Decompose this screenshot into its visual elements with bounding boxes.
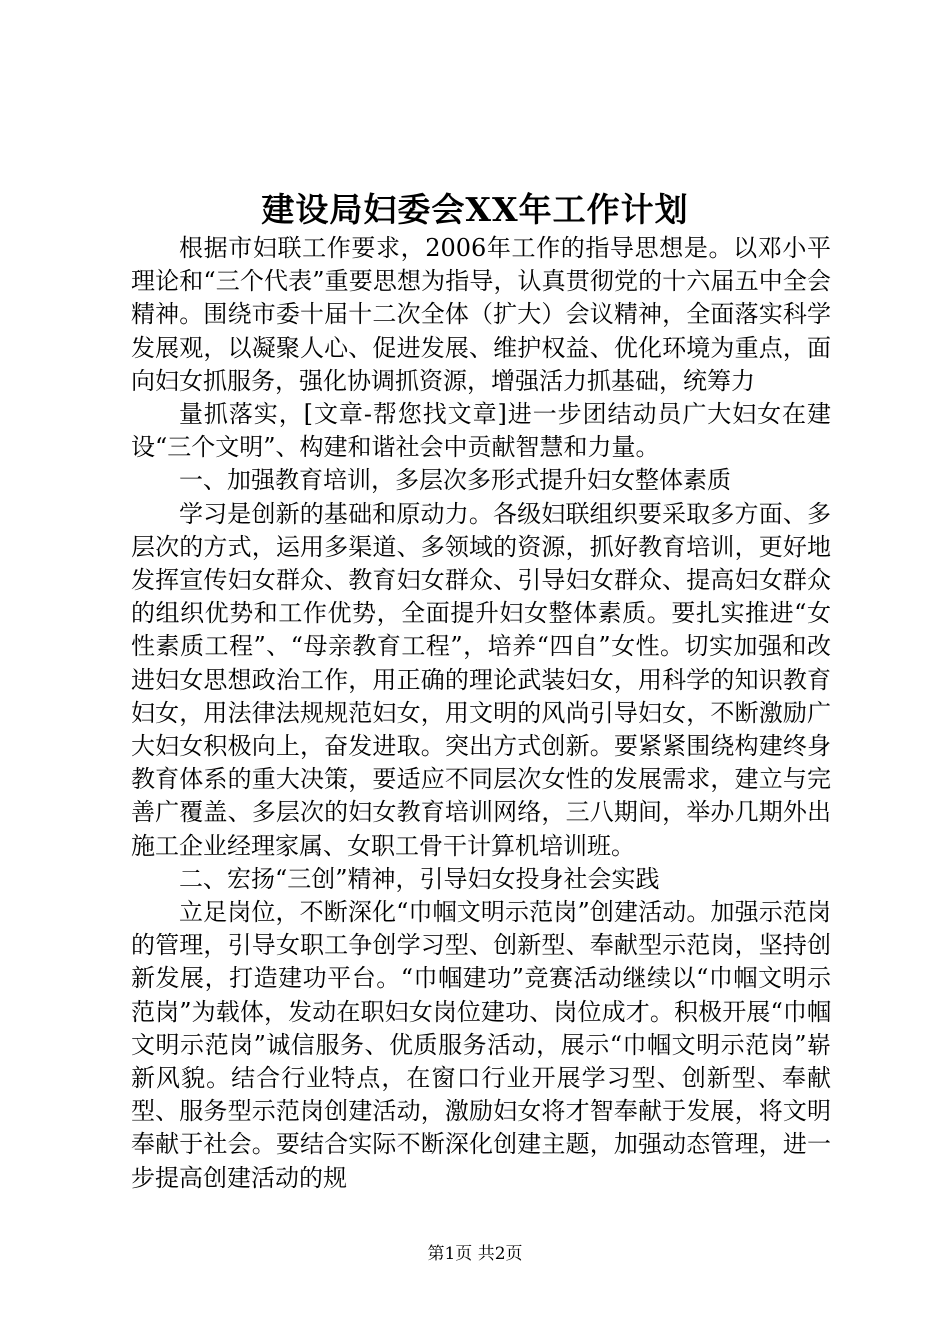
paragraph-section-1: 学习是创新的基础和原动力。各级妇联组织要采取多方面、多层次的方式，运用多渠道、多领域的资源，抓好教育培训，更好地发挥宣传妇女群众、教育妇女群众、引导妇女群众、提高妇女群众的组织优势和工作优势，全面提升妇女整体素质。要扎实推进“女性素质工程”、“母亲教育工程”，培养“四自”女性。切实加强和改进妇女思想政治工作，用正确的理论武装妇女，用科学的知识教育妇女，用法律法规规范妇女，用文明的风尚引导妇女，不断激励广大妇女积极向上，奋发进取。突出方式创新。要紧紧围绕构建终身教育体系的重大决策，要适应不同层次女性的发展需求，建立与完善广覆盖、多层次的妇女教育培训网络，三八期间，举办几期外出施工企业经理家属、女职工骨干计算机培训班。	[131, 499, 831, 860]
document-title: 建设局妇委会XX年工作计划	[261, 190, 689, 229]
document-body	[131, 232, 831, 1195]
paragraph-intro-continued: 量抓落实，[文章-帮您找文章]进一步团结动员广大妇女在建设“三个文明”、构建和谐社会中贡献智慧和力量。	[131, 400, 831, 462]
paragraph-intro: 根据市妇联工作要求，2006年工作的指导思想是。以邓小平理论和“三个代表”重要思想为指导，认真贯彻党的十六届五中全会精神。围绕市委十届十二次全体（扩大）会议精神，全面落实科学发展观，以凝聚人心、促进发展、维护权益、优化环境为重点，面向妇女抓服务，强化协调抓资源，增强活力抓基础，统筹力	[131, 234, 831, 395]
paragraph-section-2: 立足岗位，不断深化“巾帼文明示范岗”创建活动。加强示范岗的管理，引导女职工争创学习型、创新型、奉献型示范岗，坚持创新发展，打造建功平台。“巾帼建功”竞赛活动继续以“巾帼文明示范岗”为载体，发动在职妇女岗位建功、岗位成才。积极开展“巾帼文明示范岗”诚信服务、优质服务活动，展示“巾帼文明示范岗”崭新风貌。结合行业特点，在窗口行业开展学习型、创新型、奉献型、服务型示范岗创建活动，激励妇女将才智奉献于发展，将文明奉献于社会。要结合实际不断深化创建主题，加强动态管理，进一步提高创建活动的规	[131, 898, 831, 1192]
section-heading-1: 一、加强教育培训，多层次多形式提升妇女整体素质	[179, 466, 731, 495]
section-heading-2: 二、宏扬“三创”精神，引导妇女投身社会实践	[179, 864, 660, 893]
page-number-footer: 第1页 共2页	[427, 1244, 523, 1264]
